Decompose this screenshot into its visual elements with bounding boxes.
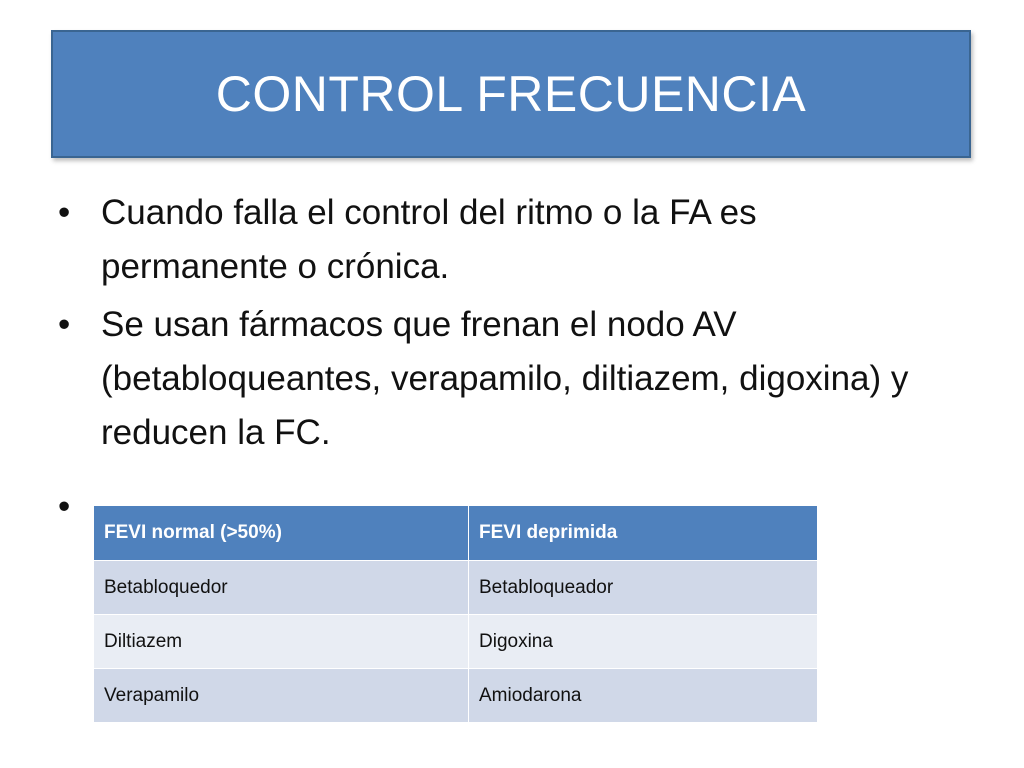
table-cell: Amiodarona xyxy=(469,669,818,723)
table-cell: Verapamilo xyxy=(94,669,469,723)
bullet-symbol: • xyxy=(58,305,71,344)
slide-title: CONTROL FRECUENCIA xyxy=(215,66,807,122)
table-row xyxy=(94,561,818,615)
bullet-item xyxy=(58,186,938,294)
bullet-symbol: • xyxy=(58,487,71,526)
table-cell: Digoxina xyxy=(469,615,818,669)
table-header-row xyxy=(94,506,818,561)
bullet-text: Se usan fármacos que frenan el nodo AV (betabloqueantes, verapamilo, diltiazem, digoxina) y reducen la FC. xyxy=(101,305,909,452)
table-row xyxy=(94,669,818,723)
table-cell: Diltiazem xyxy=(94,615,469,669)
bullet-text: Cuando falla el control del ritmo o la FA es permanente o crónica. xyxy=(101,193,757,286)
bullet-item xyxy=(58,298,938,460)
drug-table xyxy=(93,505,818,723)
table-header-cell: FEVI deprimida xyxy=(469,506,818,561)
table-cell: Betabloquedor xyxy=(94,561,469,615)
bullet-list xyxy=(58,186,938,464)
title-box xyxy=(51,30,971,158)
bullet-symbol: • xyxy=(58,193,71,232)
table-header-cell: FEVI normal (>50%) xyxy=(94,506,469,561)
table-row xyxy=(94,615,818,669)
empty-bullet xyxy=(58,480,70,534)
table-cell: Betabloqueador xyxy=(469,561,818,615)
